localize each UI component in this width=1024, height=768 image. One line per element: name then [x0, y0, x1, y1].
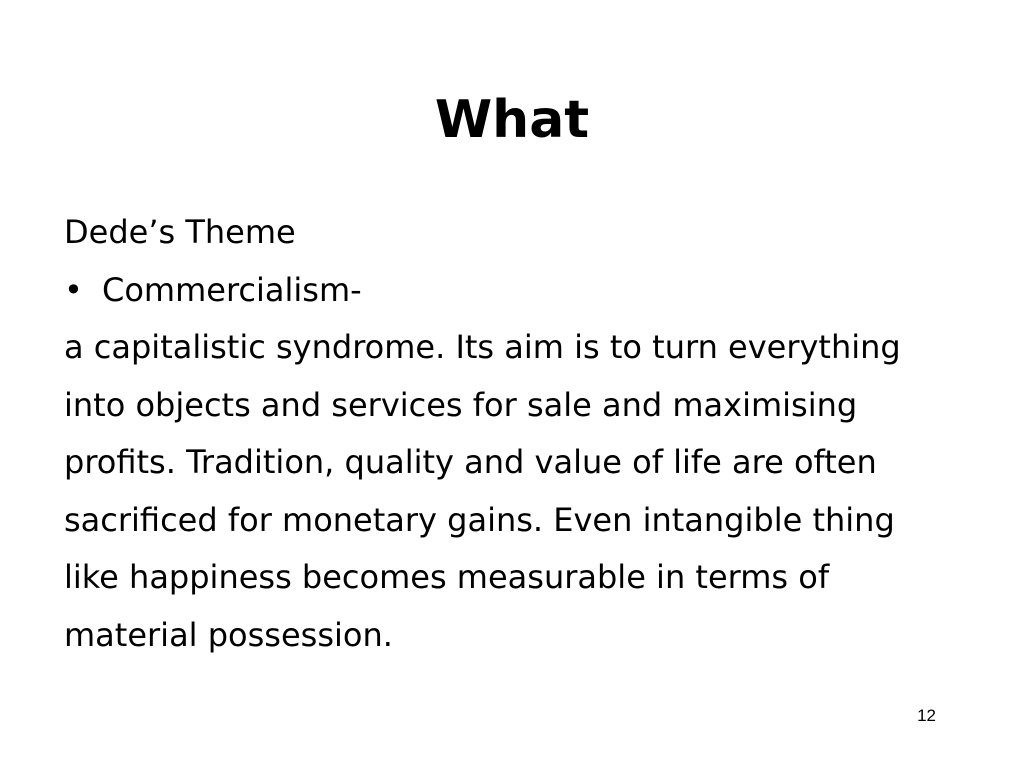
paragraph-line-3: profits. Tradition, quality and value of life are often [64, 443, 877, 481]
slide-title: What [434, 90, 590, 150]
subheading: Dede’s Theme [64, 213, 296, 251]
page-number: 12 [917, 706, 936, 725]
paragraph-line-6: material possession. [64, 615, 393, 654]
paragraph-line-4: sacrificed for monetary gains. Even intangible thing [64, 500, 895, 539]
bullet-text: Commercialism- [102, 270, 362, 309]
bullet-item [64, 262, 964, 320]
slide-body [64, 204, 964, 664]
paragraph-line-5: like happiness becomes measurable in terms of [64, 558, 830, 596]
paragraph-line-2: into objects and services for sale and maximising [64, 385, 858, 424]
paragraph-line-1: a capitalistic syndrome. Its aim is to turn everything [64, 328, 901, 366]
bullet-icon: • [64, 270, 83, 309]
